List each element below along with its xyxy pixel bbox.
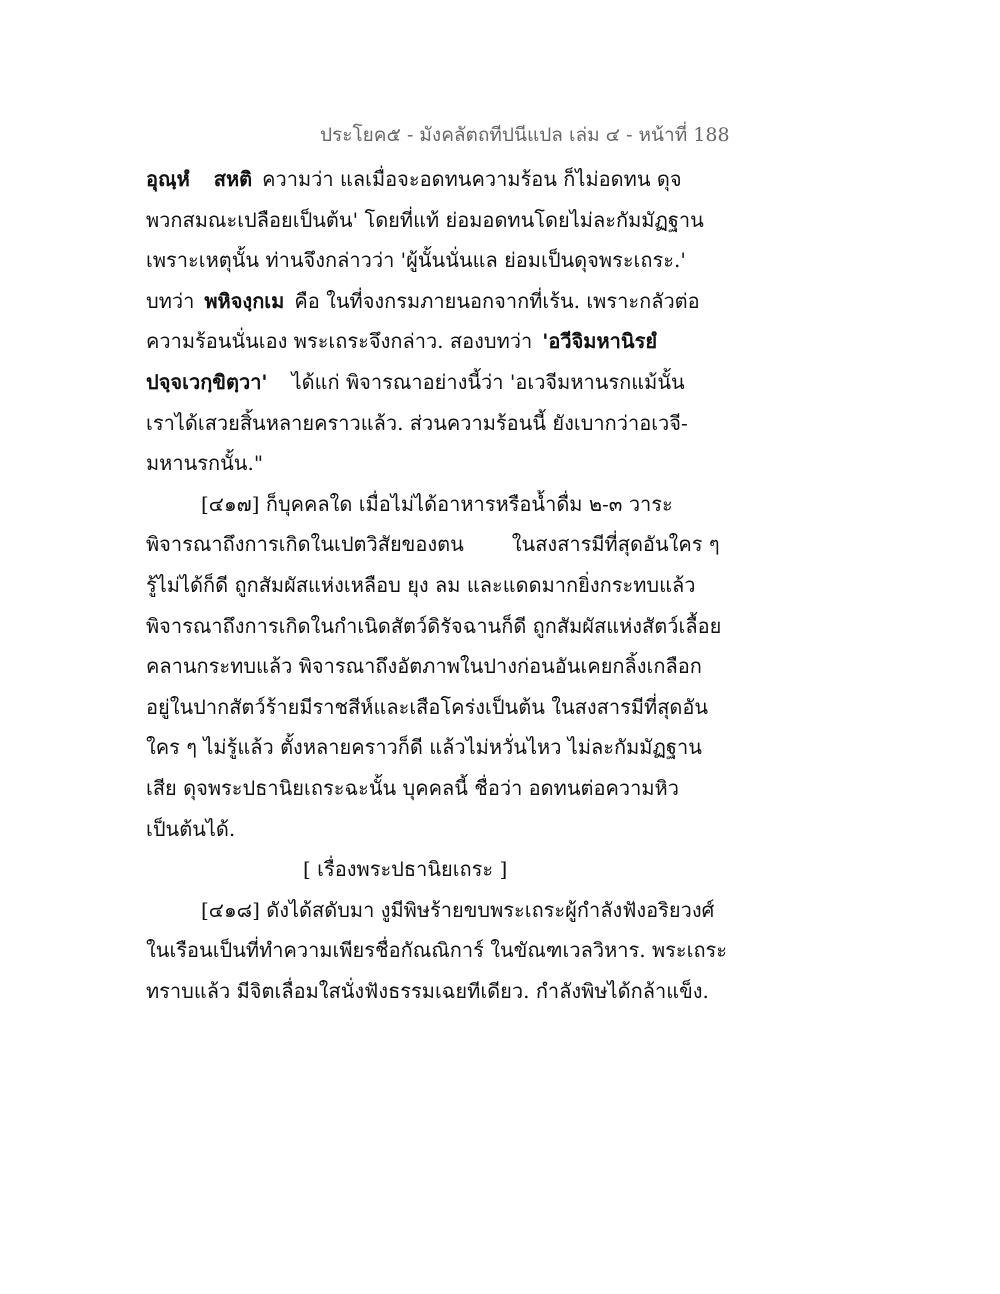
text-line: เพราะเหตุนั้น ท่านจึงกล่าวว่า 'ผู้นั้นนั่นแล ย่อมเป็นดุจพระเถระ.' [146, 248, 686, 273]
bold-term: อุณฺหํ [146, 167, 190, 191]
section-title: [ เรื่องพระปธานิยเถระ ] [303, 857, 508, 882]
text-line: [๔๑๗] ก็บุคคลใด เมื่อไม่ได้อาหารหรือน้ำดื่ม ๒-๓ วาระ [201, 491, 673, 516]
text-line: ทราบแล้ว มีจิตเลื่อมใสนั่งฟังธรรมเฉยทีเดียว. กำลังพิษได้กล้าแข็ง. [146, 978, 709, 1003]
text-line: อยู่ในปากสัตว์ร้ายมีราชสีห์และเสือโคร่งเป็นต้น ในสงสารมีที่สุดอัน [146, 694, 709, 719]
bold-term: ปจฺจเวกฺขิตฺวา' [146, 369, 268, 394]
text-line: รู้ไม่ได้ก็ดี ถูกสัมผัสแห่งเหลือบ ยุง ลม และแดดมากยิ่งกระทบแล้ว [146, 572, 696, 597]
text-line: เป็นต้นได้. [146, 816, 236, 841]
bold-term: 'อวีจิมหานิรยํ [542, 329, 658, 354]
text-line: ในเรือนเป็นที่ทำความเพียรชื่อกัณณิการ์ ในขัณฑเวลวิหาร. พระเถระ [146, 938, 728, 963]
bold-term: พหิจงฺกเม [204, 288, 285, 313]
text-line [146, 321, 706, 362]
text-span: ความร้อนนั่นเอง พระเถระจึงกล่าว. สองบทว่า [146, 329, 533, 354]
text-span: คือ ในที่จงกรมภายนอกจากที่เร้น. เพราะกลัวต่อ [294, 288, 700, 313]
text-span: ได้แก่ พิจารณาอย่างนี้ว่า 'อเวจีมหานรกแม้นั้น [291, 369, 685, 394]
text-line [146, 281, 706, 322]
text-line: มหานรกนั้น." [146, 451, 264, 476]
text-line: [๔๑๘] ดังได้สดับมา งูมีพิษร้ายขบพระเถระผู้กำลังฟังอริยวงศ์ [201, 897, 715, 922]
text-span: บทว่า [146, 288, 195, 313]
text-line: พวกสมณะเปลือยเป็นต้น' โดยที่แท้ ย่อมอดทนโดยไม่ละกัมมัฏฐาน [146, 207, 704, 232]
bold-term: สหติ [213, 167, 253, 191]
body-text [146, 159, 728, 1011]
text-line: คลานกระทบแล้ว พิจารณาถึงอัตภาพในปางก่อนอันเคยกลิ้งเกลือก [146, 654, 702, 679]
running-header: ประโยค๕ - มังคลัตถทีปนีแปล เล่ม ๔ - หน้าที่ 188 [320, 124, 730, 146]
text-span: ในสงสารมีที่สุดอันใคร ๆ [511, 532, 720, 557]
text-line [146, 524, 720, 565]
text-line: เราได้เสวยสิ้นหลายคราวแล้ว. ส่วนความร้อนนี้ ยังเบากว่าอเวจี- [146, 410, 688, 435]
text-line: เสีย ดุจพระปธานิยเถระฉะนั้น บุคคลนี้ ชื่อว่า อดทนต่อความหิว [146, 775, 679, 800]
text-line [146, 362, 706, 403]
text-line: ใคร ๆ ไม่รู้แล้ว ตั้งหลายคราวก็ดี แล้วไม่หวั่นไหว ไม่ละกัมมัฏฐาน [146, 735, 702, 760]
text-line: พิจารณาถึงการเกิดในกำเนิดสัตว์ดิรัจฉานก็ดี ถูกสัมผัสแห่งสัตว์เลื้อย [146, 613, 722, 638]
text-span: พิจารณาถึงการเกิดในเปตวิสัยของตน [146, 532, 464, 557]
text-span: ความว่า แลเมื่อจะอดทนความร้อน ก็ไม่อดทน ดุจ [262, 167, 682, 191]
text-line [146, 159, 706, 200]
